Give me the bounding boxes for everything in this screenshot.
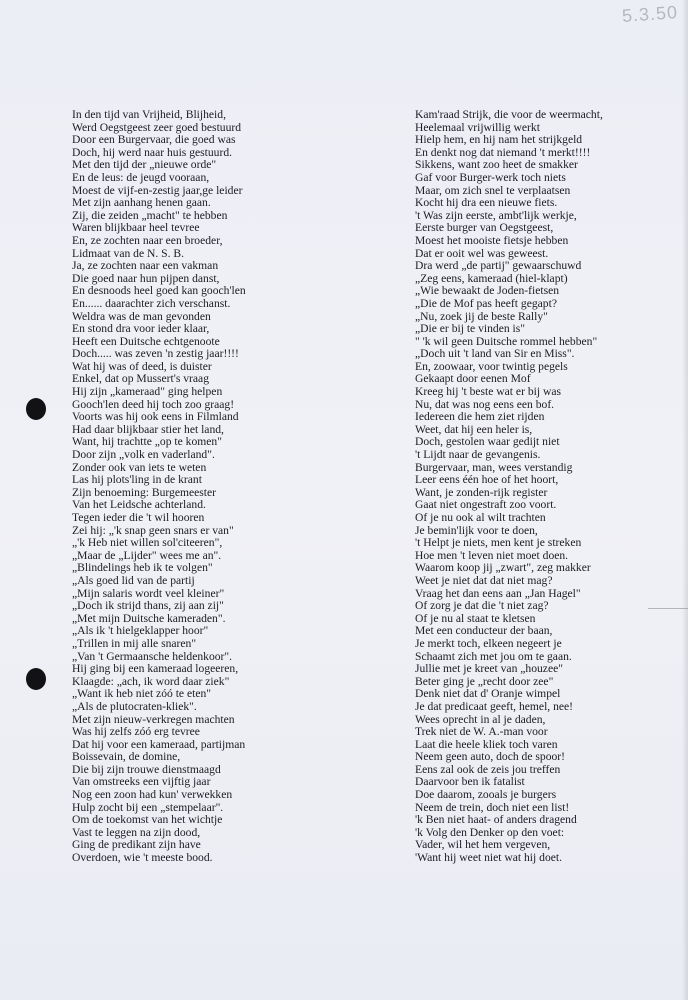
poem-line: Voorts was hij ook eens in Filmland (72, 410, 239, 424)
poem-line: Kam'raad Strijk, die voor de weermacht, (415, 108, 603, 121)
poem-line: „Mijn salaris wordt veel kleiner" (72, 586, 225, 600)
poem-line: Sikkens, want zoo heet de smakker (415, 158, 578, 172)
poem-line: Neem geen auto, doch de spoor! (415, 750, 566, 764)
poem-line: Had daar blijkbaar stier het land, (72, 422, 224, 436)
poem-line: „Als goed lid van de partij (72, 573, 195, 587)
poem-line: Ging de predikant zijn have (72, 838, 201, 852)
poem-line: Laat die heele kliek toch varen (415, 737, 558, 751)
poem-line: Enkel, dat op Mussert's vraag (72, 372, 209, 386)
poem-line: Doch, gestolen waar gedijt niet (415, 435, 560, 449)
poem-line: Van omstreeks een vijftig jaar (72, 775, 211, 789)
poem-line: „Die er bij te vinden is" (415, 322, 526, 336)
poem-line: Heeft een Duitsche echtgenoote (72, 334, 220, 348)
poem-line: Daarvoor ben ik fatalist (415, 775, 525, 789)
poem-line: Klaagde: „ach, ik word daar ziek" (72, 674, 230, 688)
poem-line: „Blindelings heb ik te volgen" (72, 561, 213, 575)
poem-line: Doe daarom, zooals je burgers (415, 788, 557, 802)
poem-line: Vast te leggen na zijn dood, (72, 825, 201, 839)
poem-line: „Maar de „Lijder" wees me an". (72, 548, 222, 562)
poem-line: Met een conducteur der baan, (415, 624, 553, 638)
poem-line: Om de toekomst van het wichtje (72, 813, 223, 827)
poem-line: In den tijd van Vrijheid, Blijheid, (72, 108, 226, 121)
poem-line: Hoe men 't leven niet moet doen. (415, 548, 569, 562)
poem-line: Door zijn „volk en vaderland". (72, 448, 215, 462)
poem-line: Kreeg hij 't beste wat er bij was (415, 385, 561, 399)
poem-line: „Als ik 't hielgeklapper hoor" (72, 624, 209, 638)
poem-line: Zijn benoeming: Burgemeester (72, 485, 217, 499)
poem-line: Waarom koop jij „zwart", zeg makker (415, 561, 591, 575)
poem-line: Hulp zocht bij een „stempelaar". (72, 800, 224, 814)
punch-hole-bottom (26, 668, 46, 690)
poem-line: Dra werd „de partij" gewaarschuwd (415, 259, 582, 273)
poem-line: Hielp hem, en hij nam het strijkgeld (415, 133, 583, 147)
poem-line: Wat hij was of deed, is duister (72, 359, 212, 373)
poem-line: Maar, om zich snel te verplaatsen (415, 183, 571, 197)
poem-line: Vraag het dan eens aan „Jan Hagel" (415, 586, 581, 600)
poem-line: Denk niet dat d' Oranje wimpel (415, 687, 561, 701)
poem-line: Moest het mooiste fietsje hebben (415, 233, 569, 247)
archive-stamp: 5.3.50 (621, 2, 679, 26)
poem-line: Van het Leidsche achterland. (72, 498, 206, 512)
poem-line: „Want ik heb niet zóó te eten" (72, 687, 212, 701)
poem-line: 'Want hij weet niet wat hij doet. (415, 851, 563, 865)
poem-line: Die bij zijn trouwe dienstmaagd (72, 762, 221, 776)
paper-crease (648, 608, 688, 609)
page-edge-shadow (682, 0, 688, 1000)
poem-line: Kocht hij dra een nieuwe fiets. (415, 196, 558, 210)
poem-line: „Zeg eens, kameraad (hiel-klapt) (415, 271, 568, 285)
poem-line: „Als de plutocraten-kliek". (72, 699, 197, 713)
poem-line: Je bemin'lijk voor te doen, (415, 523, 538, 537)
poem-line: En desnoods heel goed kan gooch'len (72, 284, 246, 298)
poem-line: Doch..... was zeven 'n zestig jaar!!!! (72, 347, 239, 361)
poem-line: Zonder ook van iets te weten (72, 460, 207, 474)
poem-line: En, zoowaar, voor twintig pegels (415, 359, 568, 373)
poem-line: Door een Burgervaar, die goed was (72, 133, 236, 147)
poem-line: Waren blijkbaar heel tevree (72, 221, 200, 235)
poem-line: Gaat niet ongestraft zoo voort. (415, 498, 557, 512)
poem-line: 'k Volg den Denker op den voet: (415, 825, 565, 839)
poem-line: Of zorg je dat die 't niet zag? (415, 599, 549, 613)
poem-line: Eerste burger van Oegstgeest, (415, 221, 554, 235)
poem-line: 't Was zijn eerste, ambt'lijk werkje, (415, 208, 577, 222)
poem-line: Schaamt zich met jou om te gaan. (415, 649, 572, 663)
poem-line: Met zijn nieuw-verkregen machten (72, 712, 235, 726)
poem-line: „Van 't Germaansche heldenkoor". (72, 649, 233, 663)
poem-line: „Trillen in mij alle snaren" (72, 636, 197, 650)
poem-line: Hij zijn „kameraad" ging helpen (72, 385, 223, 399)
poem-line: „'k Heb niet willen sol'citeeren", (72, 536, 223, 550)
poem-line: 't Helpt je niets, men kent je streken (415, 536, 582, 550)
poem-line: Gooch'len deed hij toch zoo graag! (72, 397, 235, 411)
poem-line: Heelemaal vrijwillig werkt (415, 120, 540, 134)
poem-line: Vader, wil het hem vergeven, (415, 838, 551, 852)
poem-line: Werd Oegstgeest zeer goed bestuurd (72, 120, 242, 134)
poem-line: Zei hij: „'k snap geen snars er van" (72, 523, 234, 537)
poem-line: Leer eens één hoe of het hoort, (415, 473, 559, 487)
poem-line: „Met mijn Duitsche kameraden". (72, 611, 226, 625)
poem-line: Wees oprecht in al je daden, (415, 712, 546, 726)
poem-line: Je merkt toch, elkeen negeert je (415, 636, 562, 650)
poem-line: Weet je niet dat dat niet mag? (415, 573, 553, 587)
poem-line: Of je nu ook al wilt trachten (415, 511, 546, 524)
poem-line: En denkt nog dat niemand 't merkt!!!! (415, 145, 591, 159)
poem-line: Gaf voor Burger-werk toch niets (415, 170, 566, 184)
poem-line: Gekaapt door eenen Mof (415, 372, 531, 386)
poem-line: Overdoen, wie 't meeste bood. (72, 851, 213, 865)
poem-line: Trek niet de W. A.-man voor (415, 725, 548, 739)
poem-line: Iedereen die hem ziet rijden (415, 410, 545, 424)
poem-line: Weldra was de man gevonden (72, 309, 211, 323)
poem-line: 'k Ben niet haat- of anders dragend (415, 813, 577, 827)
poem-line: Dat hij voor een kameraad, partijman (72, 737, 246, 751)
poem-line: 't Lijdt naar de gevangenis. (415, 448, 541, 462)
poem-line: Dat er ooit wel was geweest. (415, 246, 549, 260)
poem-line: Las hij plots'ling in de krant (72, 473, 202, 487)
poem-line: Ja, ze zochten naar een vakman (72, 259, 219, 273)
poem-line: Tegen ieder die 't wil hooren (72, 511, 205, 524)
poem-line: Neem de trein, doch niet een list! (415, 800, 570, 814)
poem-line: Die goed naar hun pijpen danst, (72, 271, 220, 285)
poem-line: En stond dra voor ieder klaar, (72, 322, 210, 336)
poem-line: „Die de Mof pas heeft gegapt? (415, 296, 557, 310)
poem-line: Lidmaat van de N. S. B. (72, 246, 185, 260)
poem-line: Met zijn aanhang henen gaan. (72, 196, 211, 210)
poem-column-left (72, 109, 246, 865)
poem-line: Nog een zoon had kun' verwekken (72, 788, 233, 802)
poem-line: Weet, dat hij een heler is, (415, 422, 533, 436)
poem-line: En, ze zochten naar een broeder, (72, 233, 223, 247)
poem-line: Want, hij trachtte „op te komen" (72, 435, 222, 449)
poem-line: Burgervaar, man, wees verstandig (415, 460, 573, 474)
poem-line: „Nu, zoek jij de beste Rally" (415, 309, 548, 323)
poem-line: „Doch ik strijd thans, zij aan zij" (72, 599, 224, 613)
poem-line: Moest de vijf-en-zestig jaar,ge leider (72, 183, 243, 197)
poem-line: Boissevain, de domine, (72, 750, 181, 764)
poem-line: Want, je zonden-rijk register (415, 485, 548, 499)
poem-column-right (415, 109, 603, 865)
poem-line: Zij, die zeiden „macht" te hebben (72, 208, 228, 222)
poem-line: " 'k wil geen Duitsche rommel hebben" (415, 334, 598, 348)
poem-line: Doch, hij werd naar huis gestuurd. (72, 145, 233, 159)
poem-line: Was hij zelfs zóó erg tevree (72, 725, 200, 739)
poem-line: Of je nu al staat te kletsen (415, 611, 536, 625)
poem-line: Nu, dat was nog eens een bof. (415, 397, 555, 411)
poem-line: Hij ging bij een kameraad logeeren, (72, 662, 239, 676)
poem-line: Eens zal ook de zeis jou treffen (415, 762, 561, 776)
poem-line: Je dat predicaat geeft, hemel, nee! (415, 699, 574, 713)
poem-line: En de leus: de jeugd vooraan, (72, 170, 210, 184)
punch-hole-top (26, 398, 46, 420)
poem-line: Beter ging je „recht door zee" (415, 674, 554, 688)
poem-line: Jullie met je kreet van „houzee" (415, 662, 563, 676)
poem-line: Met den tijd der „nieuwe orde" (72, 158, 217, 172)
poem-line: „Wie bewaakt de Joden-fietsen (415, 284, 560, 298)
poem-line: „Doch uit 't land van Sir en Miss". (415, 347, 575, 361)
poem-line: En...... daarachter zich verschanst. (72, 296, 231, 310)
